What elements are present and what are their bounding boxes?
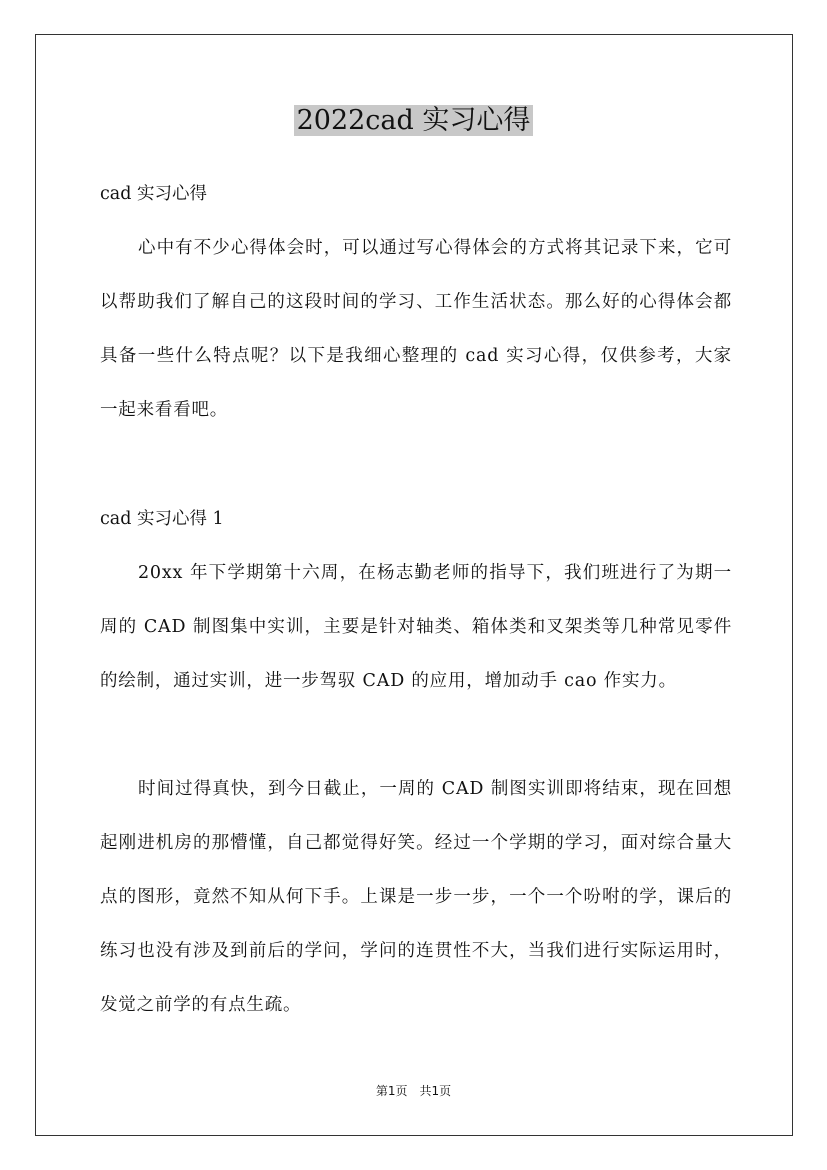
paragraph-2: 时间过得真快，到今日截止，一周的 CAD 制图实训即将结束，现在回想起刚进机房的那懵懂，自己都觉得好笑。经过一个学期的学习，面对综合量大点的图形，竟然不知从何下手。上课是一步一步，一个一个吩咐的学，课后的练习也没有涉及到前后的学问，学问的连贯性不大，当我们进行实际运用时，发觉之前学的有点生疏。 (100, 779, 732, 1015)
section-heading-intro: cad 实习心得 (100, 184, 207, 204)
document-title-text: 2022cad 实习心得 (294, 105, 534, 136)
page-footer (0, 1083, 827, 1099)
document-title (0, 100, 827, 142)
page-number-label: 第1页 共1页 (375, 1084, 452, 1098)
section-heading-1: cad 实习心得 1 (100, 509, 224, 529)
paragraph-1: 20xx 年下学期第十六周，在杨志勤老师的指导下，我们班进行了为期一周的 CAD 制图集中实训，主要是针对轴类、箱体类和叉架类等几种常见零件的绘制，通过实训，进一步驾驭 CAD 的应用，增加动手 cao 作实力。 (100, 563, 732, 691)
intro-paragraph: 心中有不少心得体会时，可以通过写心得体会的方式将其记录下来，它可以帮助我们了解自己的这段时间的学习、工作生活状态。那么好的心得体会都具备一些什么特点呢？以下是我细心整理的 cad 实习心得，仅供参考，大家一起来看看吧。 (100, 238, 732, 420)
